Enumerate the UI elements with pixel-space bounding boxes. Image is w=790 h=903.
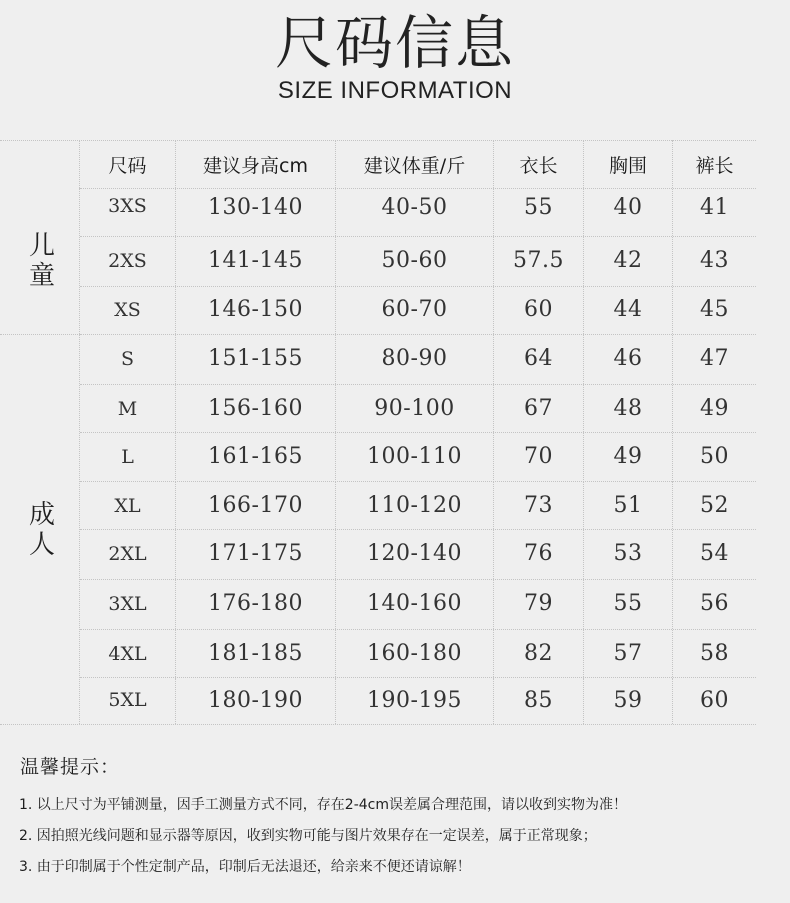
cell-height: 161-165 (175, 433, 335, 482)
cell-size: 2XL (108, 542, 147, 565)
note-item: 1. 以上尺寸为平铺测量，因手工测量方式不同，存在2-4cm误差属合理范围，请以收到实物为准！ (19, 797, 628, 813)
cell-length: 70 (493, 433, 583, 482)
cell-weight: 110-120 (335, 482, 493, 531)
cell-height: 171-175 (175, 530, 335, 579)
cell-size: XL (114, 494, 141, 517)
page-subtitle: SIZE INFORMATION (277, 77, 513, 104)
cell-weight: 190-195 (335, 678, 493, 724)
cell-height: 130-140 (175, 189, 335, 238)
cell-length: 76 (493, 530, 583, 579)
header-length: 衣长 (493, 140, 583, 188)
size-table (0, 140, 790, 724)
cell-pants-length: 47 (672, 335, 756, 384)
cell-chest: 57 (583, 630, 672, 679)
header-corner (0, 140, 80, 188)
table-row (80, 677, 756, 724)
cell-pants-length: 49 (672, 385, 756, 434)
header-size: 尺码 (108, 154, 147, 177)
cell-pants-length: 41 (672, 189, 756, 238)
page-title: 尺码信息 (274, 9, 515, 77)
cell-height: 141-145 (175, 237, 335, 286)
cell-size: 5XL (108, 689, 147, 711)
cell-chest: 51 (583, 482, 672, 531)
table-row (80, 286, 756, 334)
cell-chest: 49 (583, 433, 672, 482)
cell-length: 64 (493, 335, 583, 384)
cell-height: 151-155 (175, 335, 335, 384)
cell-length: 79 (493, 580, 583, 629)
cell-weight: 120-140 (335, 530, 493, 579)
cell-height: 181-185 (175, 630, 335, 679)
cell-pants-length: 54 (672, 530, 756, 579)
header-pants-length: 裤长 (672, 140, 756, 188)
header-chest: 胸围 (583, 140, 672, 188)
cell-pants-length: 43 (672, 237, 756, 286)
cell-size: XS (114, 298, 141, 321)
cell-pants-length: 52 (672, 482, 756, 531)
header-height: 建议身高cm (175, 140, 335, 188)
table-row (80, 629, 756, 679)
notes-title: 温馨提示： (20, 756, 121, 778)
cell-size: S (120, 347, 135, 370)
cell-length: 57.5 (493, 237, 583, 286)
cell-pants-length: 58 (672, 630, 756, 679)
group-label-children (0, 188, 80, 334)
cell-weight: 50-60 (335, 237, 493, 286)
table-row (80, 432, 756, 482)
cell-weight: 40-50 (335, 189, 493, 238)
table-header-row (80, 140, 756, 188)
cell-size: L (121, 445, 134, 468)
cell-chest: 46 (583, 335, 672, 384)
cell-length: 67 (493, 385, 583, 434)
cell-length: 60 (493, 287, 583, 334)
note-item: 2. 因拍照光线问题和显示器等原因，收到实物可能与图片效果存在一定误差，属于正常现象； (19, 828, 597, 844)
cell-height: 166-170 (175, 482, 335, 531)
cell-weight: 90-100 (335, 385, 493, 434)
cell-height: 176-180 (175, 580, 335, 629)
cell-length: 85 (493, 678, 583, 724)
cell-pants-length: 56 (672, 580, 756, 629)
cell-weight: 60-70 (335, 287, 493, 334)
table-row (80, 334, 756, 384)
cell-pants-length: 60 (672, 678, 756, 724)
cell-height: 156-160 (175, 385, 335, 434)
cell-height: 180-190 (175, 678, 335, 724)
cell-chest: 42 (583, 237, 672, 286)
notes-list (19, 790, 779, 883)
cell-pants-length: 50 (672, 433, 756, 482)
table-row (80, 579, 756, 629)
table-bottom-border (0, 724, 756, 725)
cell-weight: 80-90 (335, 335, 493, 384)
group-label-adult (0, 334, 80, 724)
cell-length: 55 (493, 189, 583, 238)
cell-pants-length: 45 (672, 287, 756, 334)
cell-size: 3XL (108, 592, 147, 615)
table-row (80, 188, 756, 238)
cell-chest: 48 (583, 385, 672, 434)
group-label-adult-text: 成人 (24, 499, 55, 560)
header-weight: 建议体重/斤 (335, 140, 493, 188)
cell-chest: 40 (583, 189, 672, 238)
cell-size: 2XS (108, 249, 147, 272)
cell-length: 82 (493, 630, 583, 679)
cell-chest: 53 (583, 530, 672, 579)
cell-weight: 100-110 (335, 433, 493, 482)
cell-size: 3XS (108, 195, 147, 217)
cell-chest: 55 (583, 580, 672, 629)
cell-size: M (117, 397, 138, 420)
table-row (80, 481, 756, 531)
table-row (80, 236, 756, 286)
note-item: 3. 由于印制属于个性定制产品，印制后无法退还，给亲来不便还请谅解！ (19, 859, 471, 875)
cell-height: 146-150 (175, 287, 335, 334)
cell-chest: 44 (583, 287, 672, 334)
cell-weight: 160-180 (335, 630, 493, 679)
table-row (80, 384, 756, 434)
cell-weight: 140-160 (335, 580, 493, 629)
group-label-children-text: 儿童 (24, 231, 55, 291)
cell-length: 73 (493, 482, 583, 531)
cell-size: 4XL (108, 642, 147, 665)
table-row (80, 529, 756, 579)
cell-chest: 59 (583, 678, 672, 724)
